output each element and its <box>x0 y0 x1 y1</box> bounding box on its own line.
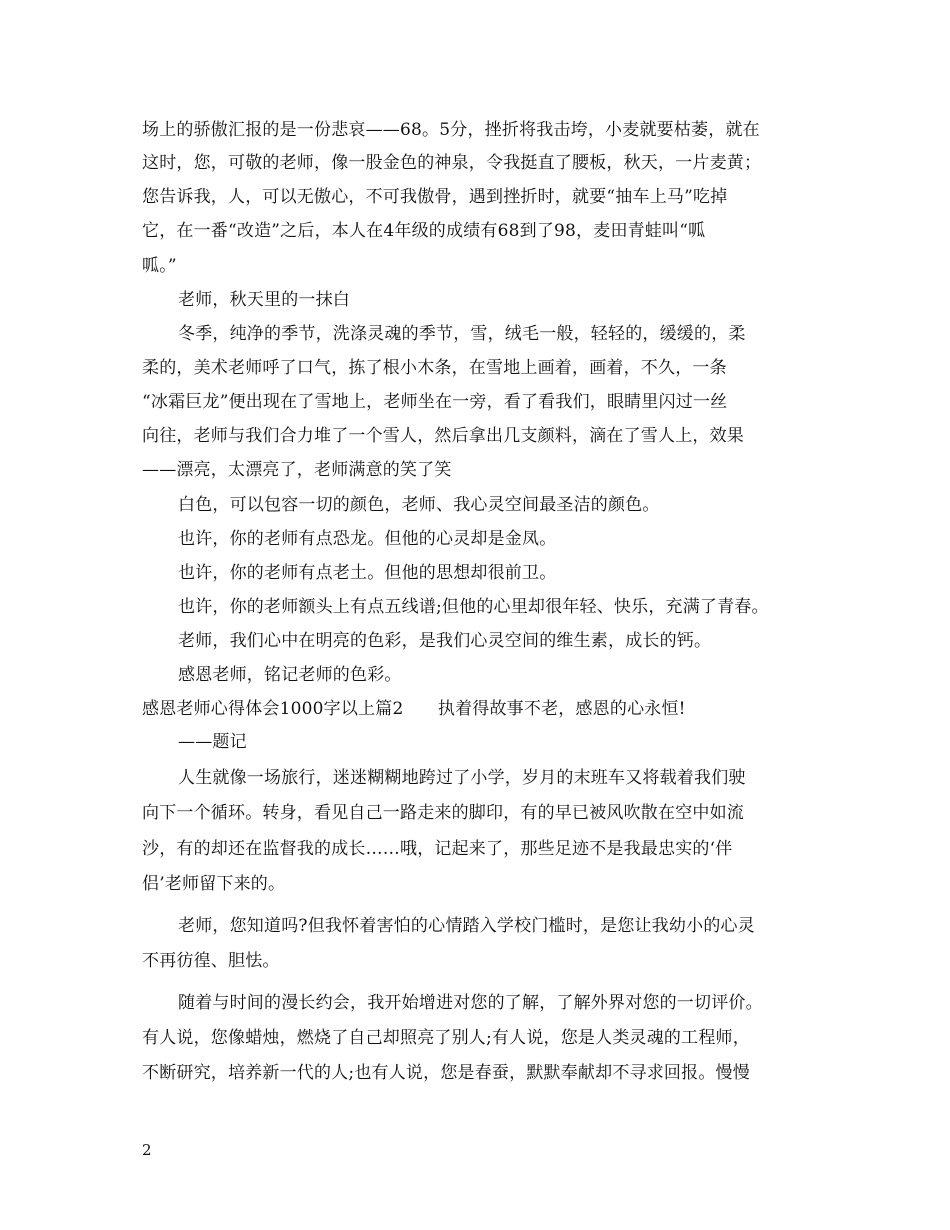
text-line: 向往，老师与我们合力堆了一个雪人，然后拿出几支颜料，滴在了雪人上，效果 <box>142 426 744 446</box>
text-line: 有人说，您像蜡烛，燃烧了自己却照亮了别人;有人说，您是人类灵魂的工程师， <box>142 1028 750 1048</box>
text-line: 也许，你的老师有点老土。但他的思想却很前卫。 <box>178 563 557 583</box>
text-line: 向下一个循环。转身，看见自己一路走来的脚印，有的早已被风吹散在空中如流 <box>142 803 744 823</box>
text-line: ——漂亮，太漂亮了，老师满意的笑了笑 <box>142 460 452 480</box>
text-line: 老师，我们心中在明亮的色彩，是我们心灵空间的维生素，成长的钙。 <box>178 631 712 651</box>
text-line: 老师，您知道吗?但我怀着害怕的心情踏入学校门槛时，是您让我幼小的心灵 <box>178 916 755 936</box>
text-line: 它，在一番“改造”之后，本人在4年级的成绩有68到了98，麦田青蛙叫“呱 <box>142 221 706 241</box>
text-line: 您告诉我，人，可以无傲心，不可我傲骨，遇到挫折时，就要“抽车上马”吃掉 <box>142 187 728 207</box>
text-line: 冬季，纯净的季节，洗涤灵魂的季节，雪，绒毛一般，轻轻的，缓缓的，柔 <box>178 324 746 344</box>
text-line: 也许，你的老师有点恐龙。但他的心灵却是金凤。 <box>178 529 557 549</box>
text-line: 也许，你的老师额头上有点五线谱;但他的心里却很年轻、快乐，充满了青春。 <box>178 597 769 617</box>
section-title: 感恩老师心得体会1000字以上篇2 执着得故事不老，感恩的心永恒! <box>142 699 686 719</box>
text-line: 柔的，美术老师呼了口气，拣了根小木条，在雪地上画着，画着，不久，一条 <box>142 358 727 378</box>
text-line: 不断研究，培养新一代的人;也有人说，您是春蚕，默默奉献却不寻求回报。慢慢 <box>142 1063 750 1083</box>
epigraph-attribution: ——题记 <box>178 732 247 752</box>
text-line: “冰霜巨龙”便出现在了雪地上，老师坐在一旁，看了看我们，眼睛里闪过一丝 <box>142 392 728 412</box>
text-line: 这时，您，可敬的老师，像一股金色的神泉，令我挺直了腰板，秋天，一片麦黄； <box>142 153 762 173</box>
text-line: 不再彷徨、胆怯。 <box>142 951 280 971</box>
text-line: 人生就像一场旅行，迷迷糊糊地跨过了小学，岁月的末班车又将载着我们驶 <box>178 768 746 788</box>
text-line: 沙，有的却还在监督我的成长……哦，记起来了，那些足迹不是我最忠实的‘伴 <box>142 839 733 859</box>
page-number: 2 <box>142 1141 152 1159</box>
text-line: 呱。” <box>142 256 177 276</box>
text-line: 感恩老师，铭记老师的色彩。 <box>178 665 402 685</box>
text-line: 侣’老师留下来的。 <box>142 874 286 894</box>
text-line: 随着与时间的漫长约会，我开始增进对您的了解，了解外界对您的一切评价。 <box>178 993 763 1013</box>
text-line: 白色，可以包容一切的颜色，老师、我心灵空间最圣洁的颜色。 <box>178 495 660 515</box>
text-line: 场上的骄傲汇报的是一份悲哀——68。5分，挫折将我击垮，小麦就要枯萎，就在 <box>142 120 760 140</box>
section-heading: 老师，秋天里的一抹白 <box>178 290 350 310</box>
